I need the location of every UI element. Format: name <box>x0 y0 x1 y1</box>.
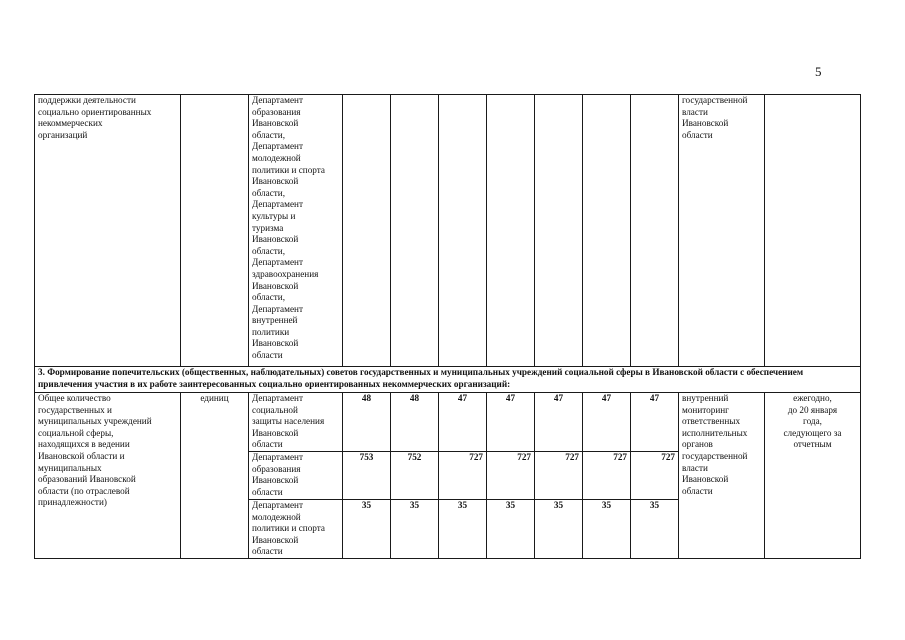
department-cell: Департамент социальной защиты населения Ивановской области <box>249 393 343 452</box>
empty-unit-cell <box>181 95 249 367</box>
value-cell: 727 <box>631 451 679 499</box>
reporting-deadline: ежегодно, до 20 января года, следующего за отчетным <box>765 393 861 559</box>
empty-value-cell <box>535 95 583 367</box>
value-cell: 48 <box>343 393 391 452</box>
value-cell: 48 <box>391 393 439 452</box>
empty-value-cell <box>343 95 391 367</box>
continuation-row <box>35 95 861 367</box>
value-cell: 47 <box>583 393 631 452</box>
value-cell: 752 <box>391 451 439 499</box>
value-cell: 727 <box>439 451 487 499</box>
value-cell: 35 <box>535 499 583 558</box>
department-cell: Департамент молодежной политики и спорта Ивановской области <box>249 499 343 558</box>
empty-value-cell <box>583 95 631 367</box>
section-heading: 3. Формирование попечительских (общественных, наблюдательных) советов государственных и муниципальных учреждений социальной сферы в Ивановской области с обеспечением привлечения участия в их работе заинтересованных социально ориентированных некоммерческих организаций: <box>35 367 861 393</box>
value-cell: 753 <box>343 451 391 499</box>
continued-activity-cell: поддержки деятельности социально ориентированных некоммерческих организаций <box>35 95 181 367</box>
value-cell: 35 <box>343 499 391 558</box>
value-cell: 35 <box>583 499 631 558</box>
indicators-table <box>34 94 861 559</box>
empty-deadline-cell <box>765 95 861 367</box>
continued-source-cell: государственной власти Ивановской области <box>679 95 765 367</box>
value-cell: 35 <box>487 499 535 558</box>
value-cell: 35 <box>439 499 487 558</box>
page-number: 5 <box>815 64 822 79</box>
empty-value-cell <box>487 95 535 367</box>
continued-departments-cell: Департамент образования Ивановской области, Департамент молодежной политики и спорта Ивановской области, Департамент культуры и туризма Ивановской области, Департамент здравоохранения Ивановской области, Департамент внутренней политики Ивановской области <box>249 95 343 367</box>
empty-value-cell <box>391 95 439 367</box>
empty-value-cell <box>439 95 487 367</box>
unit-cell: единиц <box>181 393 249 559</box>
empty-value-cell <box>631 95 679 367</box>
value-cell: 35 <box>391 499 439 558</box>
value-cell: 47 <box>487 393 535 452</box>
value-cell: 727 <box>535 451 583 499</box>
indicator-row-1 <box>35 393 861 452</box>
value-cell: 727 <box>583 451 631 499</box>
section-row <box>35 367 861 393</box>
indicator-name: Общее количество государственных и муниципальных учреждений социальной сферы, находящихся в ведении Ивановской области и муниципальных образований Ивановской области (по отраслевой принадлежности) <box>35 393 181 559</box>
value-cell: 35 <box>631 499 679 558</box>
value-cell: 727 <box>487 451 535 499</box>
value-cell: 47 <box>631 393 679 452</box>
department-cell: Департамент образования Ивановской области <box>249 451 343 499</box>
value-cell: 47 <box>439 393 487 452</box>
value-cell: 47 <box>535 393 583 452</box>
monitoring-source: внутренний мониторинг ответственных исполнительных органов государственной власти Ивановской области <box>679 393 765 559</box>
